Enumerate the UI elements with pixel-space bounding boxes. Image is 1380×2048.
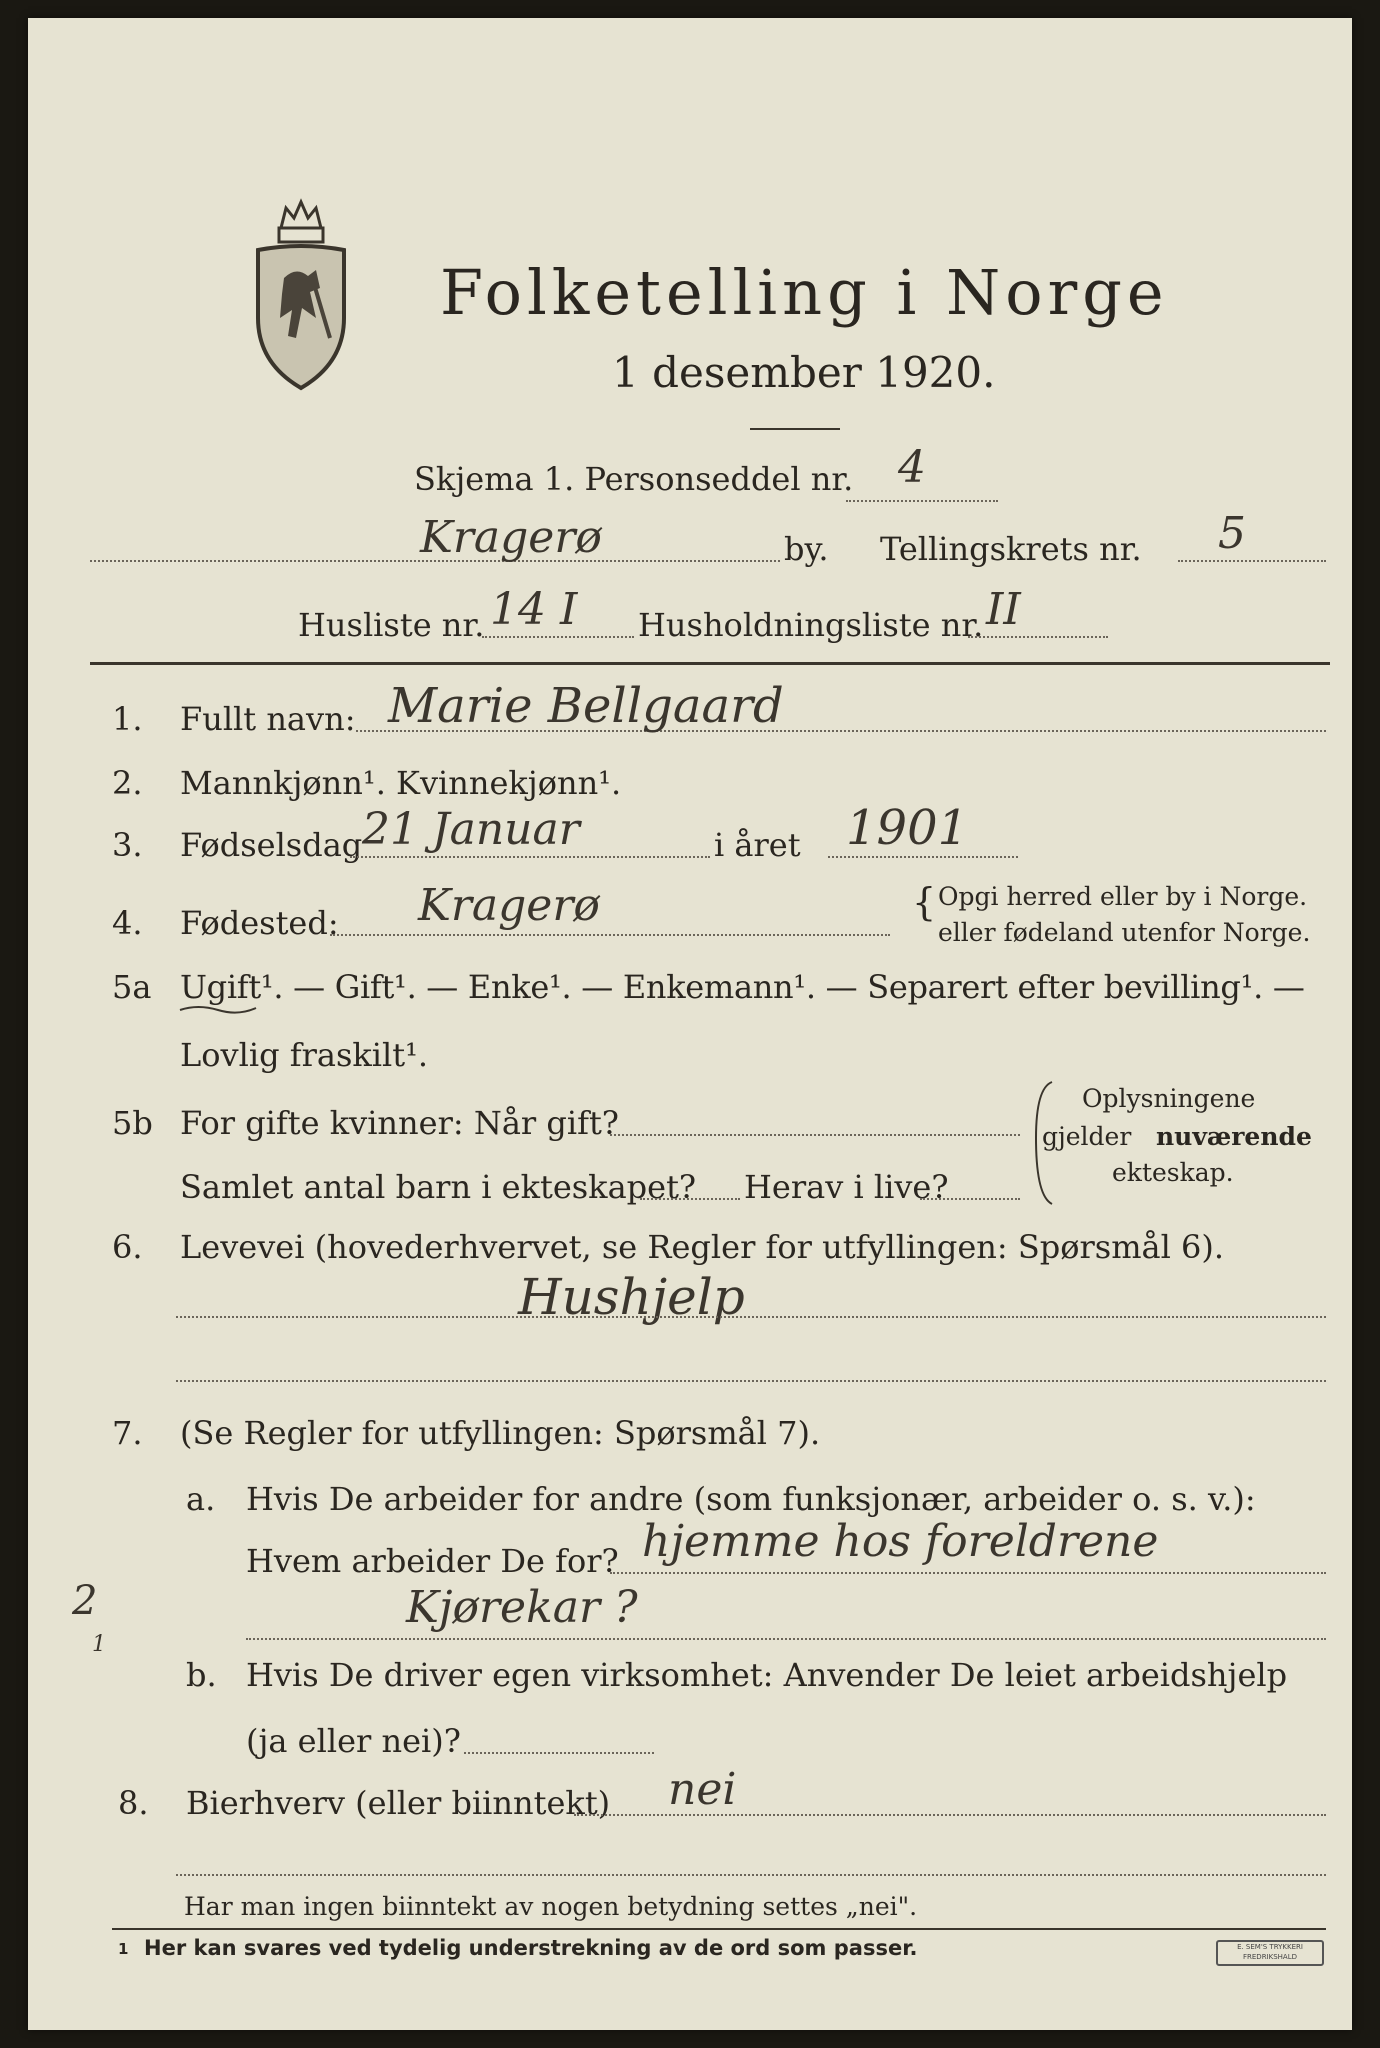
q1-number: 1.: [112, 700, 143, 738]
coat-of-arms-icon: [246, 188, 356, 398]
census-date: 1 desember 1920.: [612, 348, 996, 397]
husholdningsliste-value: II: [986, 584, 1021, 635]
q5a-line-2: Lovlig fraskilt¹.: [180, 1036, 429, 1074]
husliste-label: Husliste nr.: [298, 606, 485, 644]
husliste-line[interactable]: [482, 636, 634, 638]
q8-answer-line-2[interactable]: [176, 1874, 1326, 1876]
footnote-number: 1: [118, 1940, 129, 1958]
q6-answer: Hushjelp: [518, 1268, 745, 1326]
q5b-note-2b: nuværende: [1156, 1122, 1312, 1151]
footnote-divider: [112, 1928, 1326, 1930]
q3-day-line[interactable]: [350, 856, 710, 858]
q2-label: Mannkjønn¹. Kvinnekjønn¹.: [180, 764, 622, 802]
q6-answer-line-2[interactable]: [176, 1380, 1326, 1382]
underline-mark-icon: [178, 1004, 258, 1016]
q5b-note-3: ekteskap.: [1112, 1158, 1234, 1187]
form-title: Folketelling i Norge: [440, 256, 1169, 329]
q5b-note-1: Oplysningene: [1082, 1084, 1256, 1113]
q2-number: 2.: [112, 764, 143, 802]
q7a-answer-2: Kjørekar ?: [406, 1582, 638, 1633]
q7a-answer-line-2[interactable]: [246, 1638, 1326, 1640]
q7b-letter: b.: [186, 1656, 217, 1694]
by-label: by.: [784, 530, 829, 568]
q4-answer: Kragerø: [418, 880, 600, 931]
q3-year: 1901: [846, 800, 969, 856]
q8-label: Bierhverv (eller biinntekt): [186, 1784, 611, 1822]
q6-label: Levevei (hovederhvervet, se Regler for utfyllingen: Spørsmål 6).: [180, 1228, 1225, 1266]
q3-number: 3.: [112, 826, 143, 864]
q4-note-1: Opgi herred eller by i Norge.: [938, 882, 1308, 911]
q3-year-line[interactable]: [828, 856, 1018, 858]
town-value: Kragerø: [420, 512, 602, 563]
husliste-value: 14 I: [490, 584, 578, 635]
q5b-children-line[interactable]: [640, 1198, 740, 1200]
margin-mark-1: 1: [92, 1632, 106, 1657]
tellingskrets-line[interactable]: [1178, 560, 1326, 562]
q7a-line-2: Hvem arbeider De for?: [246, 1542, 619, 1580]
q5b-number: 5b: [112, 1104, 153, 1142]
q5b-line-1: For gifte kvinner: Når gift?: [180, 1104, 619, 1142]
q6-number: 6.: [112, 1228, 143, 1266]
q7a-line-1: Hvis De arbeider for andre (som funksjonær, arbeider o. s. v.):: [246, 1480, 1256, 1518]
q4-label: Fødested:: [180, 904, 339, 942]
q5a-number: 5a: [112, 968, 152, 1006]
q5a-line-1: Ugift¹. — Gift¹. — Enke¹. — Enkemann¹. — Separert efter bevilling¹. —: [180, 968, 1305, 1006]
skjema-nr-line[interactable]: [846, 500, 998, 502]
q4-answer-line[interactable]: [330, 934, 890, 936]
tellingskrets-value: 5: [1218, 508, 1246, 559]
census-form-page: [28, 18, 1352, 2030]
q7a-answer-1: hjemme hos foreldrene: [642, 1516, 1159, 1567]
q5b-note-2a: gjelder: [1042, 1122, 1132, 1151]
q4-note-2: eller fødeland utenfor Norge.: [938, 918, 1311, 947]
q5b-married-line[interactable]: [610, 1134, 1020, 1136]
q5b-alive-line[interactable]: [920, 1198, 1020, 1200]
q6-answer-line-1[interactable]: [176, 1316, 1326, 1318]
q7a-letter: a.: [186, 1480, 216, 1518]
q1-answer: Marie Bellgaard: [388, 678, 784, 734]
q5b-alive-label: Herav i live?: [744, 1168, 949, 1206]
margin-mark-2: 2: [72, 1578, 98, 1624]
footnote-text: Her kan svares ved tydelig understrekning av de ord som passer.: [144, 1936, 918, 1960]
skjema-nr-value: 4: [898, 442, 926, 493]
q7b-line-2: (ja eller nei)?: [246, 1722, 461, 1760]
q1-label: Fullt navn:: [180, 700, 356, 738]
husholdningsliste-line[interactable]: [968, 636, 1108, 638]
q8-number: 8.: [118, 1784, 149, 1822]
q3-day: 21 Januar: [362, 804, 580, 855]
q7a-answer-line-1[interactable]: [610, 1572, 1326, 1574]
q7-number: 7.: [112, 1414, 143, 1452]
q4-number: 4.: [112, 904, 143, 942]
q8-answer: nei: [668, 1764, 737, 1815]
header-divider: [90, 662, 1330, 665]
skjema-label: Skjema 1. Personseddel nr.: [414, 460, 854, 498]
q4-brace: {: [912, 880, 937, 924]
q7b-line-1: Hvis De driver egen virksomhet: Anvender De leiet arbeidshjelp: [246, 1656, 1288, 1694]
husholdningsliste-label: Husholdningsliste nr.: [638, 606, 984, 644]
q5b-children-label: Samlet antal barn i ekteskapet?: [180, 1168, 697, 1206]
q7-label: (Se Regler for utfyllingen: Spørsmål 7).: [180, 1414, 821, 1452]
nei-note: Har man ingen biinntekt av nogen betydning settes „nei".: [184, 1892, 918, 1921]
tellingskrets-label: Tellingskrets nr.: [880, 530, 1142, 568]
printer-stamp: E. SEM'S TRYKKERI FREDRIKSHALD: [1216, 1940, 1324, 1966]
q3-year-label: i året: [714, 826, 801, 864]
q3-label: Fødselsdag: [180, 826, 363, 864]
q7b-answer-line[interactable]: [464, 1752, 654, 1754]
title-divider: [750, 428, 840, 430]
